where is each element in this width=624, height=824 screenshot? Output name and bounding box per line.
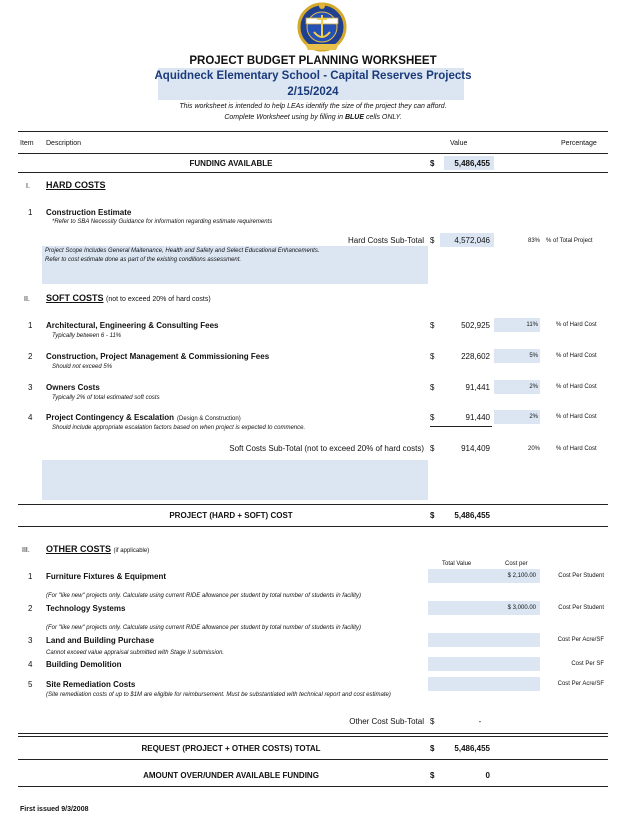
construction-estimate-note: *Refer to SBA Necessity Guidance for information regarding estimate requirements — [52, 219, 273, 225]
other-item-value-cell[interactable] — [428, 633, 540, 647]
worksheet-title: PROJECT BUDGET PLANNING WORKSHEET — [189, 55, 437, 67]
hard-subtotal-pct-label: % of Total Project — [546, 238, 593, 244]
soft-item-title — [46, 352, 269, 361]
school-name: Aquidneck Elementary School - Capital Reserves Projects — [154, 70, 472, 82]
other-item-title: Building Demolition — [46, 660, 122, 669]
other-costs-heading: OTHER COSTS (if applicable) — [46, 544, 150, 554]
soft-item-note: Typically 2% of total estimated soft costs — [52, 395, 160, 401]
other-item-note: (For "like new" projects only. Calculate using current RIDE allowance per student by total number of students in facility) — [46, 625, 361, 631]
soft-item-number: 4 — [28, 413, 33, 422]
other-item-unit: Cost Per Student — [558, 605, 604, 611]
divider — [18, 526, 608, 527]
other-item-title: Land and Building Purchase — [46, 636, 155, 645]
request-total-currency: $ — [430, 744, 435, 753]
col-cost-per: Cost per — [505, 561, 528, 567]
divider — [18, 786, 608, 787]
hard-subtotal-currency: $ — [430, 236, 435, 245]
construction-estimate-label: Construction Estimate — [46, 208, 132, 217]
soft-item-pct-label: % of Hard Cost — [556, 414, 597, 420]
worksheet-date: 2/15/2024 — [287, 86, 339, 98]
soft-item-pct: 5% — [529, 353, 538, 359]
other-item-note: Cannot exceed value appraisal submitted with Stage II submission. — [46, 650, 225, 656]
divider — [18, 172, 608, 173]
soft-item-title-text: Project Contingency & Escalation — [46, 413, 175, 422]
col-item: Item — [20, 140, 34, 147]
soft-item-title-text: Owners Costs — [46, 383, 100, 392]
other-item-unit: Cost Per SF — [571, 661, 604, 667]
other-item-number: 1 — [28, 572, 33, 581]
soft-item-note: Typically between 6 - 11% — [52, 333, 122, 339]
soft-item-title — [46, 413, 241, 422]
soft-item-title-text: Construction, Project Management & Commissioning Fees — [46, 352, 270, 361]
soft-item-note: Should not exceed 5% — [52, 364, 113, 370]
divider — [18, 736, 608, 737]
funding-value: 5,486,455 — [454, 159, 490, 168]
soft-item-title-text: Architectural, Engineering & Consulting Fees — [46, 321, 219, 330]
soft-item-number: 3 — [28, 383, 33, 392]
project-scope-line-2: Refer to cost estimate done as part of the existing conditions assessment. — [45, 257, 242, 263]
intro-line-2: Complete Worksheet using by filling in BLUE cells ONLY. — [224, 114, 402, 121]
soft-item-pct-label: % of Hard Cost — [556, 384, 597, 390]
soft-item-value: 502,925 — [461, 321, 490, 330]
other-costs-number: III. — [22, 547, 30, 554]
other-item-value-cell[interactable] — [428, 657, 540, 671]
soft-item-pct-label: % of Hard Cost — [556, 353, 597, 359]
first-issued-note: First issued 9/3/2008 — [20, 806, 89, 813]
soft-costs-heading: SOFT COSTS (not to exceed 20% of hard costs) — [46, 293, 211, 303]
soft-item-pct: 11% — [526, 322, 538, 328]
other-subtotal-value: - — [478, 717, 482, 726]
soft-subtotal-pct-label: % of Hard Cost — [556, 446, 597, 452]
intro-line-1: This worksheet is intended to help LEAs identify the size of the project they can afford. — [179, 103, 447, 110]
over-under-label: AMOUNT OVER/UNDER AVAILABLE FUNDING — [143, 771, 319, 780]
col-total-value: Total Value — [442, 561, 472, 567]
request-total-value: 5,486,455 — [454, 744, 490, 753]
project-total-label: PROJECT (HARD + SOFT) COST — [169, 511, 293, 520]
col-value: Value — [450, 140, 468, 147]
soft-value-underline — [430, 426, 492, 427]
soft-item-value: 228,602 — [461, 352, 490, 361]
other-item-number: 4 — [28, 660, 33, 669]
other-subtotal-label: Other Cost Sub-Total — [349, 717, 424, 726]
col-percentage: Percentage — [561, 140, 597, 147]
soft-notes-box[interactable] — [42, 460, 428, 500]
project-total-value: 5,486,455 — [454, 511, 490, 520]
soft-item-currency: $ — [430, 352, 435, 361]
over-under-value: 0 — [485, 771, 490, 780]
divider — [18, 153, 608, 154]
soft-item-title — [46, 321, 218, 330]
project-total-currency: $ — [430, 511, 435, 520]
soft-item-currency: $ — [430, 321, 435, 330]
soft-subtotal-value: 914,409 — [461, 444, 490, 453]
divider — [18, 759, 608, 760]
soft-item-pct: 2% — [529, 384, 538, 390]
soft-item-currency: $ — [430, 413, 435, 422]
other-item-unit: Cost Per Student — [558, 573, 604, 579]
soft-subtotal-currency: $ — [430, 444, 435, 453]
other-item-number: 5 — [28, 680, 33, 689]
hard-subtotal-pct: 83% — [527, 238, 540, 244]
soft-item-number: 2 — [28, 352, 33, 361]
other-item-note: (For "like new" projects only. Calculate using current RIDE allowance per student by total number of students in facility) — [46, 593, 361, 599]
soft-item-currency: $ — [430, 383, 435, 392]
other-item-title: Technology Systems — [46, 604, 126, 613]
request-total-label: REQUEST (PROJECT + OTHER COSTS) TOTAL — [141, 744, 321, 753]
divider — [18, 733, 608, 734]
hard-item-number: 1 — [28, 208, 33, 217]
funding-currency: $ — [430, 159, 435, 168]
other-item-number: 2 — [28, 604, 33, 613]
soft-item-pct-label: % of Hard Cost — [556, 322, 597, 328]
soft-item-value: 91,441 — [465, 383, 490, 392]
hard-costs-heading: HARD COSTS — [46, 180, 106, 190]
other-item-cost-per: $ 2,100.00 — [507, 573, 536, 579]
soft-item-number: 1 — [28, 321, 33, 330]
soft-subtotal-pct: 20% — [527, 446, 540, 452]
divider — [18, 504, 608, 505]
other-item-number: 3 — [28, 636, 33, 645]
funding-available-label: FUNDING AVAILABLE — [189, 159, 273, 168]
soft-item-note: Should include appropriate escalation factors based on when project is expected to commence. — [52, 425, 306, 431]
col-description: Description — [46, 140, 82, 147]
state-seal-logo — [292, 2, 352, 54]
project-scope-line-1: Project Scope Includes General Maitenance, Health and Safety and Select Educational Enhancements. — [45, 248, 320, 254]
divider — [18, 131, 608, 132]
hard-costs-number: I. — [26, 183, 30, 190]
soft-subtotal-label: Soft Costs Sub-Total (not to exceed 20% of hard costs) — [229, 444, 424, 453]
other-item-unit: Cost Per Acre/SF — [557, 681, 604, 687]
soft-item-title-note: (Design & Construction) — [177, 416, 241, 422]
other-item-cost-per: $ 3,000.00 — [507, 605, 536, 611]
soft-item-pct: 2% — [529, 414, 538, 420]
hard-subtotal-value: 4,572,046 — [454, 236, 490, 245]
other-item-note: (Site remediation costs of up to $1M are eligible for reimbursement. Must be substantiated with technical report and cost estimate) — [46, 692, 391, 698]
soft-item-value: 91,440 — [465, 413, 490, 422]
other-subtotal-currency: $ — [430, 717, 435, 726]
other-item-unit: Cost Per Acre/SF — [557, 637, 604, 643]
other-item-value-cell[interactable] — [428, 677, 540, 691]
over-under-currency: $ — [430, 771, 435, 780]
soft-item-title — [46, 383, 100, 392]
other-item-title: Furniture Fixtures & Equipment — [46, 572, 167, 581]
soft-costs-number: II. — [24, 296, 30, 303]
hard-subtotal-label: Hard Costs Sub-Total — [347, 236, 424, 245]
other-item-title: Site Remediation Costs — [46, 680, 136, 689]
